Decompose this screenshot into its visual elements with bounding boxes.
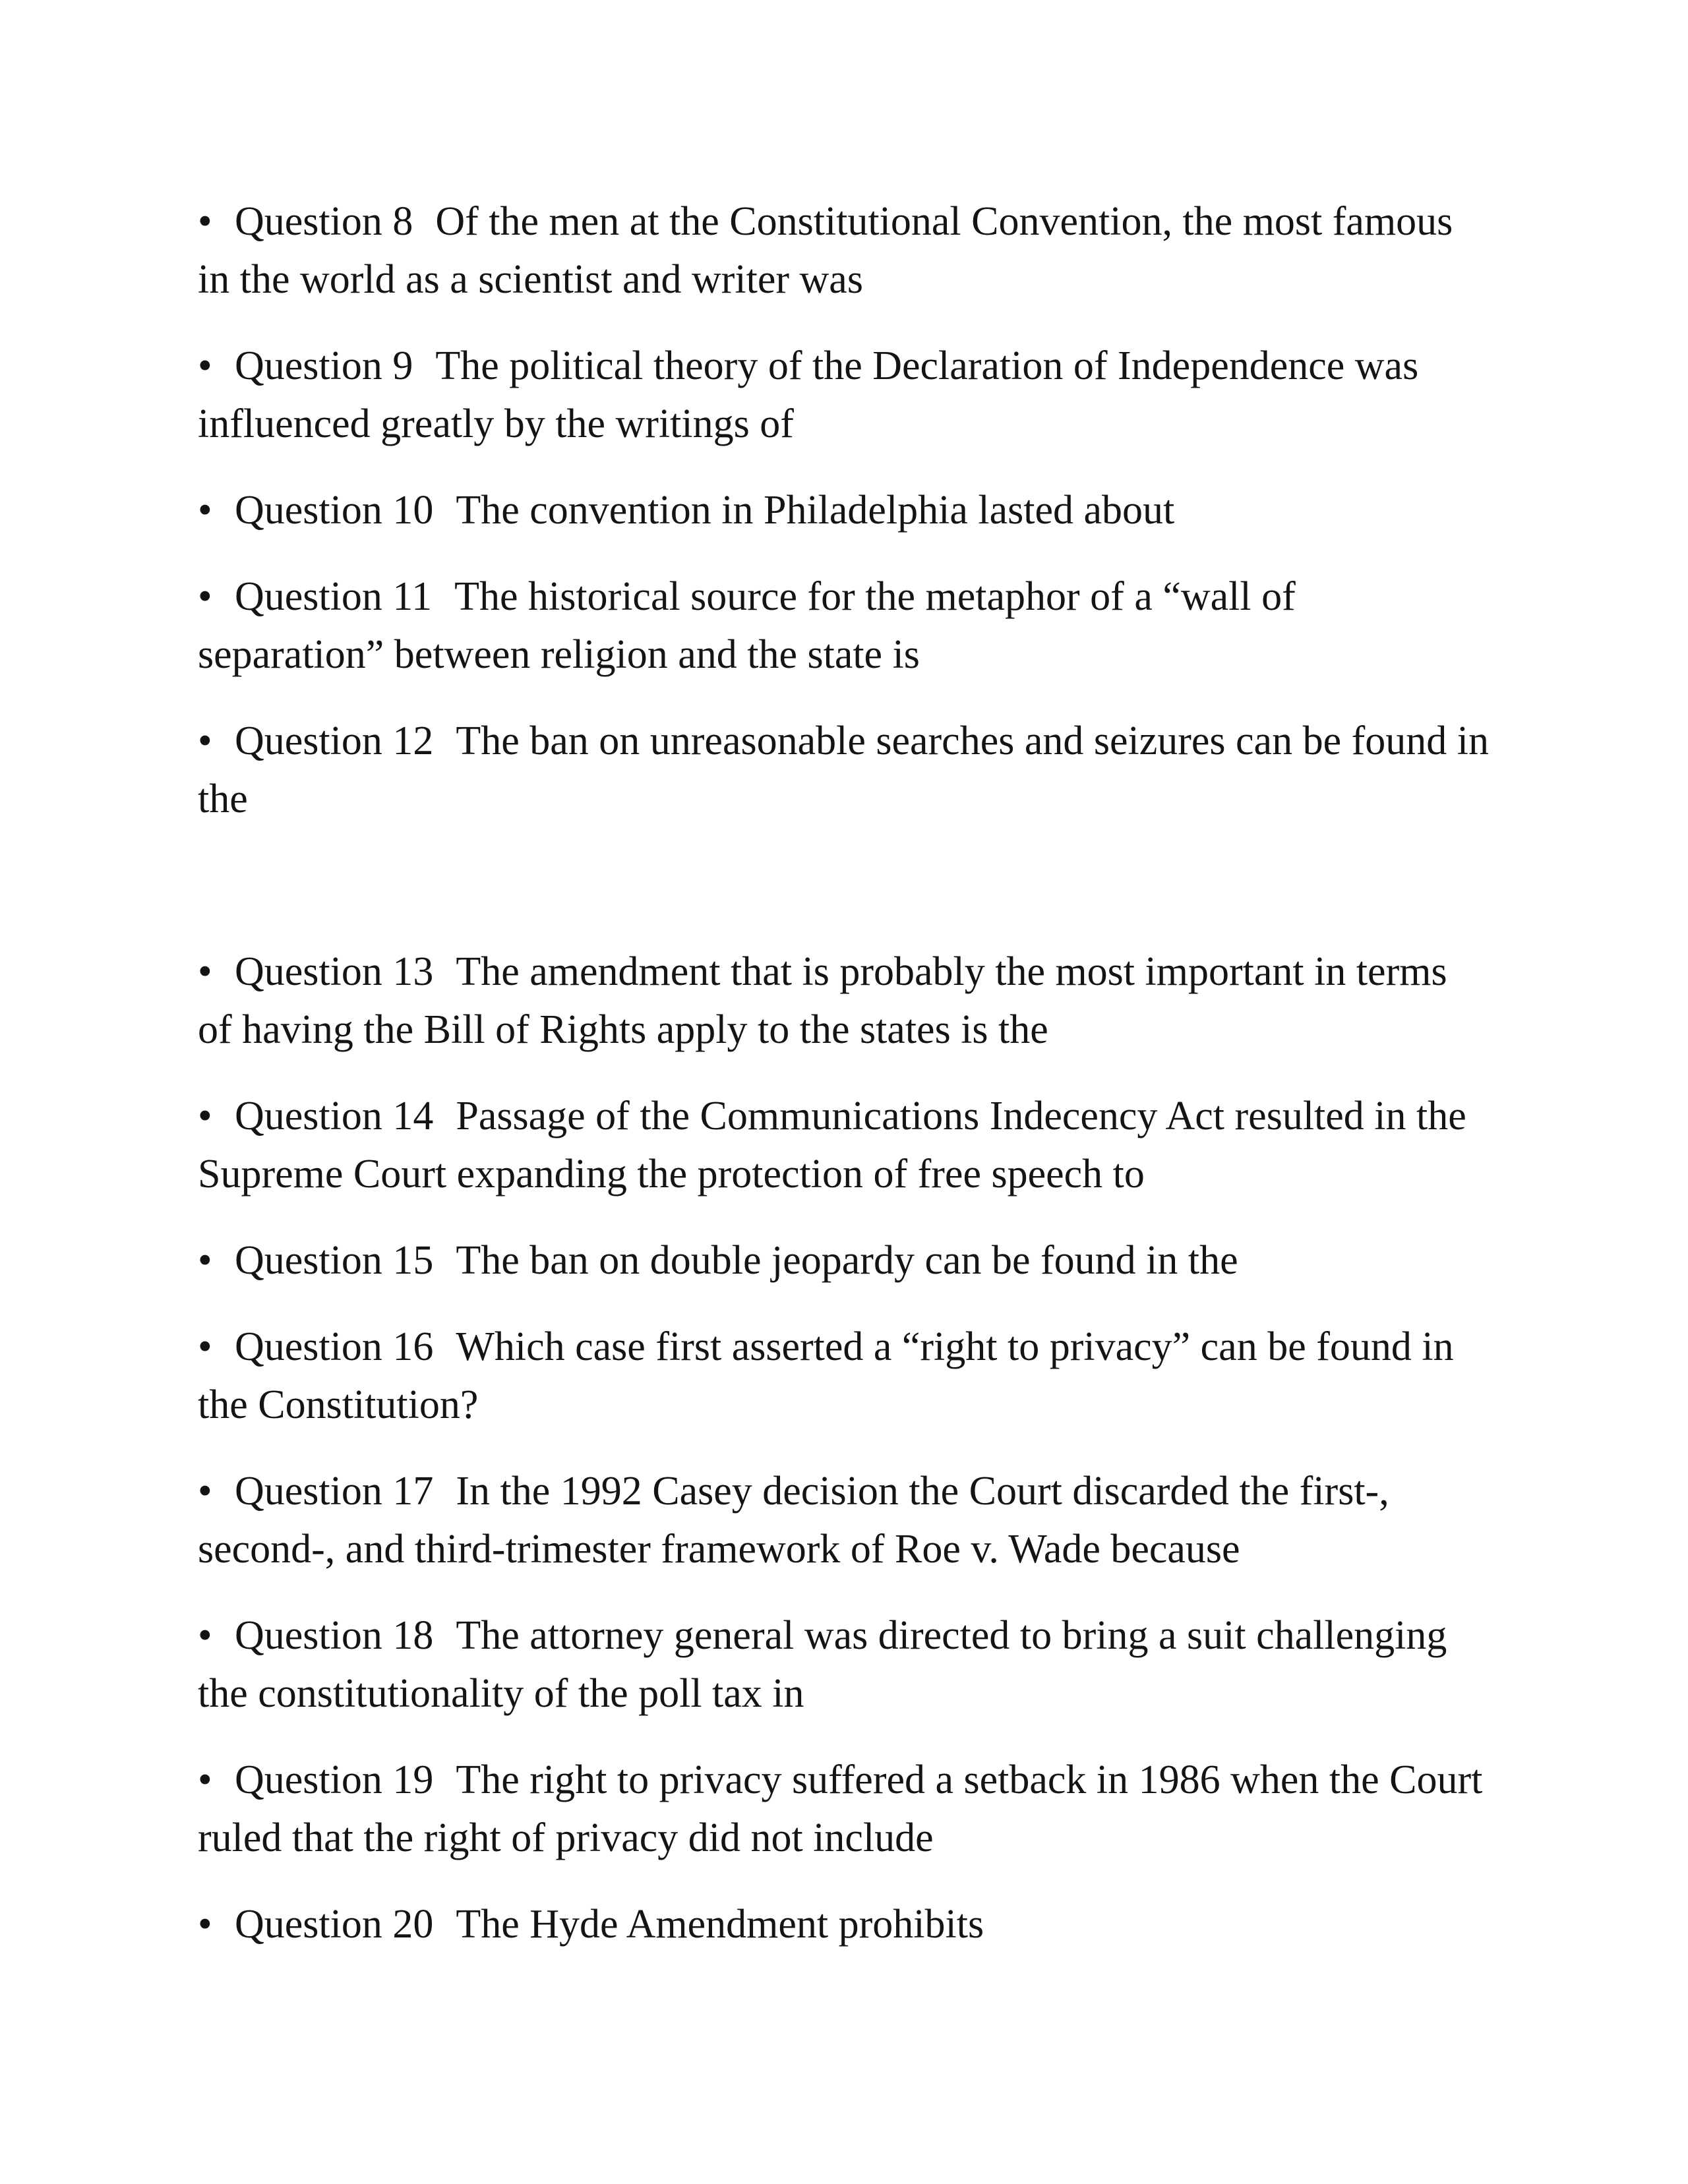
question-label: Question 16 [235, 1324, 434, 1369]
question-item-15 [198, 1231, 1490, 1289]
question-text: The right to privacy suffered a setback in 1986 when the Court ruled that the right of privacy did not include [198, 1757, 1483, 1860]
question-item-19 [198, 1751, 1490, 1867]
question-item-8 [198, 192, 1490, 309]
question-item-11 [198, 568, 1490, 684]
bullet-icon: • [198, 1613, 212, 1658]
bullet-icon: • [198, 199, 212, 244]
bullet-icon: • [198, 1238, 212, 1283]
question-label: Question 14 [235, 1094, 434, 1138]
question-text: The ban on double jeopardy can be found in the [456, 1238, 1238, 1283]
question-label: Question 19 [235, 1757, 434, 1802]
question-text: The Hyde Amendment prohibits [456, 1902, 984, 1947]
question-text: The historical source for the metaphor of a “wall of separation” between religion and the state is [198, 574, 1296, 677]
question-text: The amendment that is probably the most important in terms of having the Bill of Rights apply to the states is the [198, 949, 1447, 1052]
question-item-20 [198, 1895, 1490, 1953]
bullet-icon: • [198, 949, 212, 994]
bullet-icon: • [198, 719, 212, 763]
question-label: Question 13 [235, 949, 434, 994]
question-label: Question 8 [235, 199, 413, 244]
bullet-icon: • [198, 1094, 212, 1138]
question-item-18 [198, 1607, 1490, 1723]
question-item-13 [198, 943, 1490, 1059]
question-label: Question 12 [235, 719, 434, 763]
bullet-icon: • [198, 1902, 212, 1947]
question-label: Question 20 [235, 1902, 434, 1947]
question-text: The political theory of the Declaration of Independence was influenced greatly by the writings of [198, 343, 1419, 446]
question-text: The ban on unreasonable searches and seizures can be found in the [198, 719, 1489, 821]
question-label: Question 9 [235, 343, 413, 388]
question-label: Question 11 [235, 574, 433, 619]
question-text: The convention in Philadelphia lasted about [456, 488, 1175, 533]
question-item-16 [198, 1318, 1490, 1434]
question-text: In the 1992 Casey decision the Court discarded the first-, second-, and third-trimester framework of Roe v. Wade because [198, 1469, 1389, 1572]
question-text: Which case first asserted a “right to privacy” can be found in the Constitution? [198, 1324, 1454, 1427]
bullet-icon: • [198, 343, 212, 388]
bullet-icon: • [198, 1757, 212, 1802]
question-item-14 [198, 1087, 1490, 1203]
question-text: Of the men at the Constitutional Convention, the most famous in the world as a scientist and writer was [198, 199, 1453, 302]
question-label: Question 15 [235, 1238, 434, 1283]
bullet-icon: • [198, 1324, 212, 1369]
question-item-10 [198, 481, 1490, 539]
question-label: Question 10 [235, 488, 434, 533]
question-text: Passage of the Communications Indecency Act resulted in the Supreme Court expanding the protection of free speech to [198, 1094, 1466, 1196]
bullet-icon: • [198, 574, 212, 619]
bullet-icon: • [198, 488, 212, 533]
bullet-icon: • [198, 1469, 212, 1514]
question-item-17 [198, 1462, 1490, 1578]
question-label: Question 18 [235, 1613, 434, 1658]
question-label: Question 17 [235, 1469, 434, 1514]
question-list [198, 192, 1490, 1982]
question-item-9 [198, 337, 1490, 453]
question-item-12 [198, 712, 1490, 828]
question-text: The attorney general was directed to bring a suit challenging the constitutionality of the poll tax in [198, 1613, 1447, 1716]
